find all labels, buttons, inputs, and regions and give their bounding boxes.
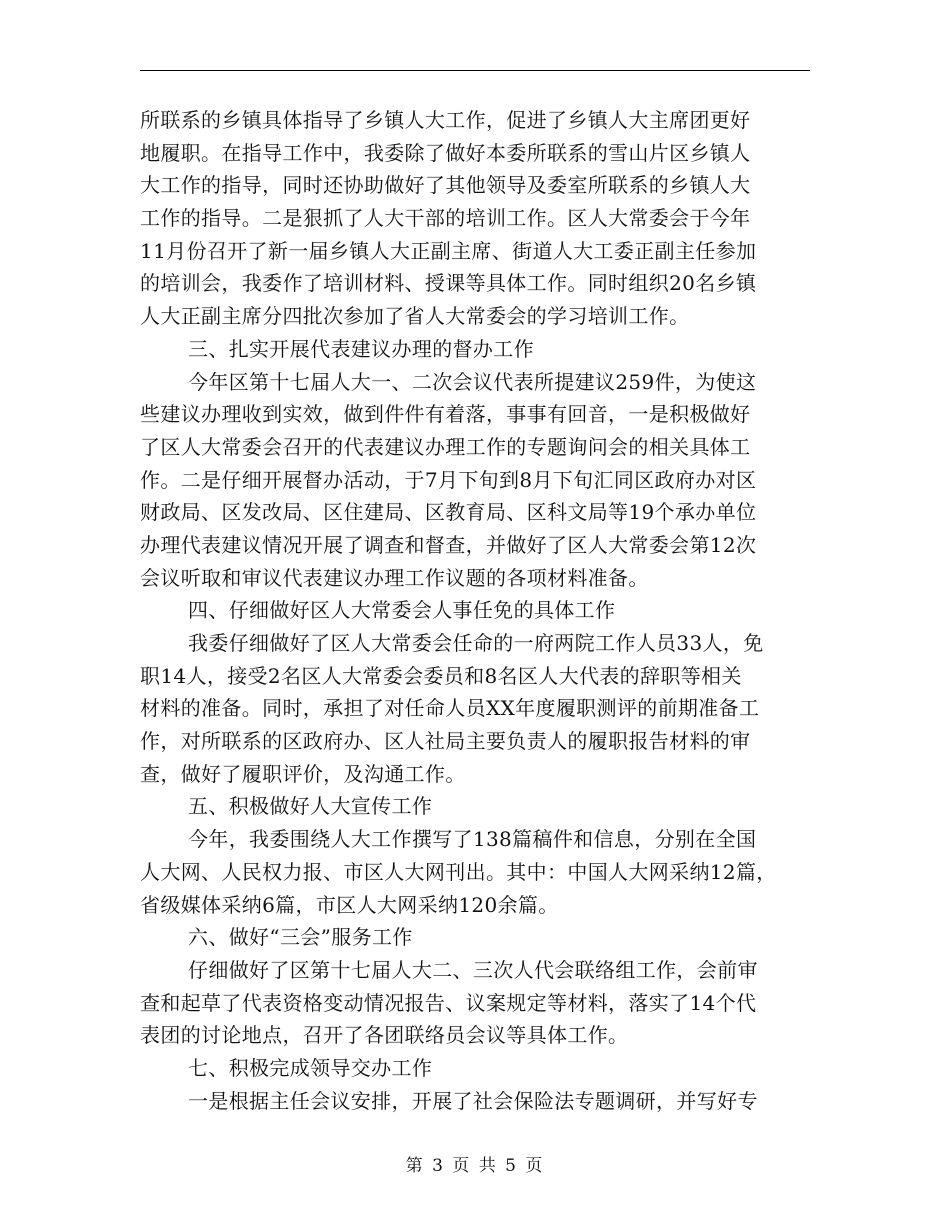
text-line: 了区人大常委会召开的代表建议办理工作的专题询问会的相关具体工: [140, 434, 751, 459]
document-body: [140, 104, 812, 1117]
text-line: 11月份召开了新一届乡镇人大正副主席、街道人大工委正副主任参加: [140, 238, 757, 263]
text-line: 作，对所联系的区政府办、区人社局主要负责人的履职报告材料的审: [140, 729, 751, 754]
text-line: 一是根据主任会议安排，开展了社会保险法专题调研，并写好专: [188, 1088, 758, 1113]
text-line: 财政局、区发改局、区住建局、区教育局、区科文局等19个承办单位: [140, 500, 757, 525]
text-line: 七、积极完成领导交办工作: [188, 1055, 433, 1080]
text-line: 大工作的指导，同时还协助做好了其他领导及委室所联系的乡镇人大: [140, 173, 751, 198]
text-line: 作。二是仔细开展督办活动，于7月下旬到8月下旬汇同区政府办对区: [140, 467, 757, 492]
text-line: 六、做好“三会”服务工作: [188, 925, 413, 950]
text-line: 省级媒体采纳6篇，市区人大网采纳120余篇。: [140, 892, 559, 917]
text-line: 工作的指导。二是狠抓了人大干部的培训工作。区人大常委会于今年: [140, 206, 751, 231]
text-line: 表团的讨论地点，召开了各团联络员会议等具体工作。: [140, 1023, 629, 1048]
text-line: 今年，我委围绕人大工作撰写了138篇稿件和信息，分别在全国: [188, 827, 757, 852]
text-line: 些建议办理收到实效，做到件件有着落，事事有回音，一是积极做好: [140, 402, 751, 427]
text-line: 今年区第十七届人大一、二次会议代表所提建议259件，为使这: [188, 369, 757, 394]
text-line: 的培训会，我委作了培训材料、授课等具体工作。同时组织20名乡镇: [140, 271, 757, 296]
text-line: 办理代表建议情况开展了调查和督查，并做好了区人大常委会第12次: [140, 532, 757, 557]
text-line: 查和起草了代表资格变动情况报告、议案规定等材料，落实了14个代: [140, 990, 757, 1015]
text-line: 五、积极做好人大宣传工作: [188, 794, 433, 819]
text-line: 地履职。在指导工作中，我委除了做好本委所联系的雪山片区乡镇人: [140, 140, 751, 165]
text-line: 查，做好了履职评价，及沟通工作。: [140, 761, 466, 786]
text-line: 三、扎实开展代表建议办理的督办工作: [188, 336, 534, 361]
text-line: 会议听取和审议代表建议办理工作议题的各项材料准备。: [140, 565, 649, 590]
text-line: 仔细做好了区第十七届人大二、三次人代会联络组工作，会前审: [188, 957, 758, 982]
text-line: 我委仔细做好了区人大常委会任命的一府两院工作人员33人，免: [188, 631, 764, 655]
text-line: 所联系的乡镇具体指导了乡镇人大工作，促进了乡镇人大主席团更好: [140, 108, 751, 132]
text-line: 材料的准备。同时，承担了对任命人员XX年度履职测评的前期准备工: [140, 696, 760, 721]
text-line: 人大正副主席分四批次参加了省人大常委会的学习培训工作。: [140, 304, 690, 329]
text-line: 职14人，接受2名区人大常委会委员和8名区人大代表的辞职等相关: [140, 663, 742, 688]
text-line: 四、仔细做好区人大常委会人事任免的具体工作: [188, 598, 616, 623]
page-footer: 第 3 页 共 5 页: [405, 1156, 545, 1176]
header-rule: [140, 70, 810, 71]
text-line: 人大网、人民权力报、市区人大网刊出。其中：中国人大网采纳12篇，: [140, 859, 777, 884]
